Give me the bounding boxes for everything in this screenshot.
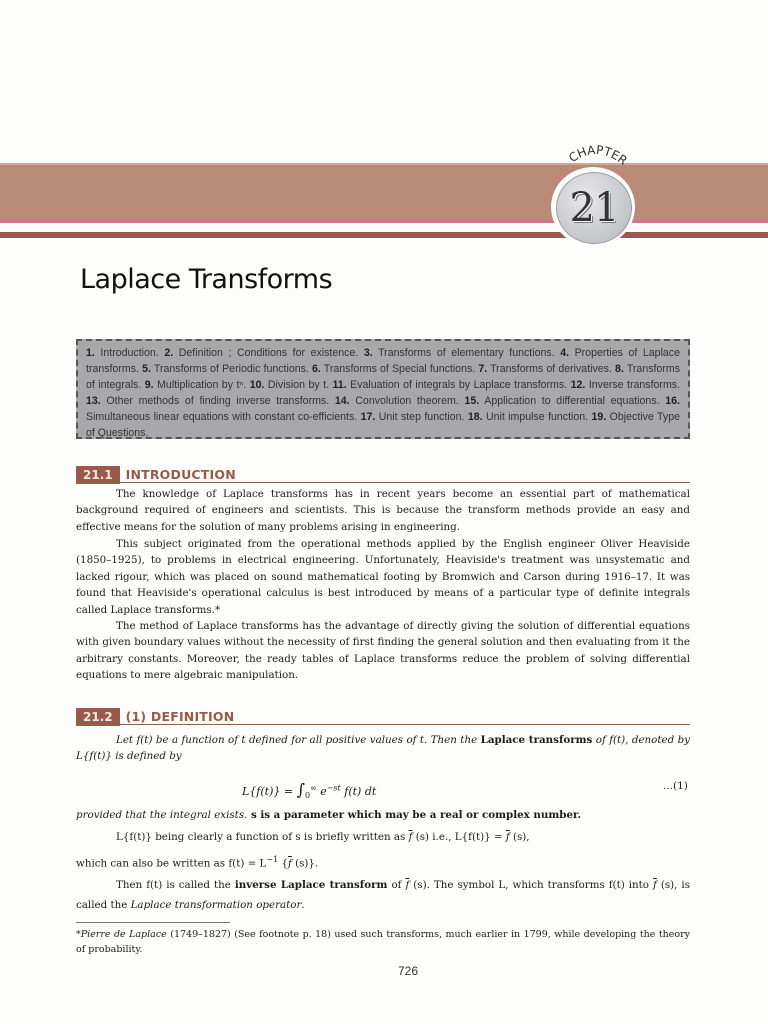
toc-item-label: Unit impulse function. <box>482 411 592 423</box>
intro-paragraph-2: This subject originated from the operational methods applied by the English engineer Oliver Heaviside (1850–1925), to problems in electrical engineering. Unfortunately, Heaviside's treatment was unsystematic and lacked rigour, which was placed on sound mathematical footing by Bromwich and Carson during 1916–17. It was found that Heaviside's operational calculus is best introduced by means of a particular type of definite integrals called Laplace transforms.* <box>76 538 690 616</box>
toc-item-label: Unit step function. <box>375 411 468 423</box>
laplace-definition-equation: $L\{f(t)\} = \int_0^\infty$ $e^{-st}$ f(t) dt <box>242 780 377 801</box>
section-title: (1) DEFINITION <box>125 709 235 724</box>
toc-item-number: 17. <box>360 411 376 423</box>
chapter-title: Laplace Transforms <box>80 264 333 295</box>
term-laplace-transforms: Laplace transforms <box>480 734 593 746</box>
intro-paragraph-1: The knowledge of Laplace transforms has in recent years become an essential part of mathematical background required of engineers and scientists. This is because the transform methods provide an easy and effective means for the solution of many problems arising in engineering. <box>76 488 690 533</box>
toc-item-label: Other methods of finding inverse transforms. <box>100 395 335 407</box>
chapter-contents-box <box>76 339 690 439</box>
section-title: INTRODUCTION <box>125 467 236 482</box>
section-heading-definition <box>76 706 690 725</box>
toc-item-number: 13. <box>86 395 101 407</box>
toc-item-label: Division by t. <box>264 379 333 391</box>
toc-item-number: 3. <box>363 347 373 359</box>
toc-item-label: Transforms of Periodic functions. <box>150 363 312 375</box>
footnote: *Pierre de Laplace (1749–1827) (See footnote p. 18) used such transforms, much earlier in 1799, while developing the theory of probability. <box>76 929 691 955</box>
toc-item-number: 2. <box>164 347 174 359</box>
toc-item-number: 1. <box>86 347 95 359</box>
toc-item-label: Transforms of derivatives. <box>487 363 616 375</box>
toc-item-number: 11. <box>332 379 347 391</box>
toc-item-number: 19. <box>591 411 607 423</box>
toc-item-number: 15. <box>464 395 480 407</box>
toc-item-number: 14. <box>334 395 350 407</box>
chapter-number-oval <box>556 172 632 244</box>
intro-paragraph-3: The method of Laplace transforms has the advantage of directly giving the solution of differential equations with given boundary values without the necessity of first finding the general solution and then evaluating from it the arbitrary constants. Moreover, the ready tables of Laplace transforms reduce the problem of solving differential equations to mere algebraic manipulation. <box>76 620 690 682</box>
chapter-label <box>561 138 631 168</box>
header-band-underline <box>0 232 768 238</box>
toc-item-label: Objective Type of Questions. <box>86 411 680 439</box>
toc-item-number: 18. <box>467 411 483 423</box>
toc-item-label: Multiplication by tⁿ. <box>153 379 250 391</box>
footnote-divider <box>76 922 230 923</box>
toc-item-number: 10. <box>249 379 265 391</box>
section-number: 21.1 <box>76 466 120 484</box>
inverse-notation: which can also be written as $f(t) = L^{-1}$ {$\overline{f}$ (s)}. <box>76 855 319 870</box>
toc-item-label: Convolution theorem. <box>349 395 465 407</box>
section-heading-introduction <box>76 464 690 483</box>
toc-item-label: Transforms of elementary functions. <box>372 347 561 359</box>
svg-text:CHAPTER: CHAPTER <box>566 142 630 168</box>
toc-item-label: Transforms of Special functions. <box>320 363 479 375</box>
definition-notation: L{f(t)} being clearly a function of s is briefly written as $\overline{f}$ (s) i.e., $L\{f(t)\} = \overline{f}$ (s), <box>116 831 530 843</box>
toc-item-label: Definition ; Conditions for existence. <box>173 347 364 359</box>
section-number: 21.2 <box>76 708 120 726</box>
toc-item-label: Transforms of integrals. <box>86 363 680 391</box>
toc-item-number: 9. <box>144 379 154 391</box>
equation-number: ...(1) <box>663 780 688 792</box>
page-number: 726 <box>398 964 419 978</box>
toc-item-number: 8. <box>615 363 624 375</box>
toc-item-label: Simultaneous linear equations with constant co-efficients. <box>86 411 361 423</box>
toc-item-number: 6. <box>311 363 321 375</box>
toc-item-number: 7. <box>478 363 488 375</box>
toc-item-number: 5. <box>142 363 151 375</box>
integral-sign: ∫ <box>296 780 305 799</box>
inverse-definition: Then f(t) is called the inverse Laplace transform of $\overline{f}$ (s). The symbol L, which transforms f(t) into $\overline{f}$ (s), is called the Laplace transformation operator. <box>76 879 690 911</box>
toc-item-label: Inverse transforms. <box>585 379 681 391</box>
toc-item-label: Properties of Laplace transforms. <box>86 347 680 375</box>
toc-item-label: Evaluation of integrals by Laplace transforms. <box>346 379 571 391</box>
term-inverse-laplace-transform: inverse Laplace transform <box>234 879 388 891</box>
toc-item-number: 16. <box>665 395 680 407</box>
toc-item-number: 4. <box>560 347 570 359</box>
chapter-number: 21 <box>569 185 619 231</box>
toc-item-number: 12. <box>570 379 586 391</box>
definition-condition: provided that the integral exists. s is a parameter which may be a real or complex number. <box>76 809 582 821</box>
header-band-gap <box>0 223 768 231</box>
toc-item-label: Introduction. <box>94 347 165 359</box>
chapter-header-band <box>0 163 768 224</box>
definition-statement: Let f(t) be a function of t defined for all positive values of t. Then the Laplace transforms of f(t), denoted by L{f(t)} is defined by <box>76 734 690 763</box>
toc-item-label: Application to differential equations. <box>479 395 666 407</box>
